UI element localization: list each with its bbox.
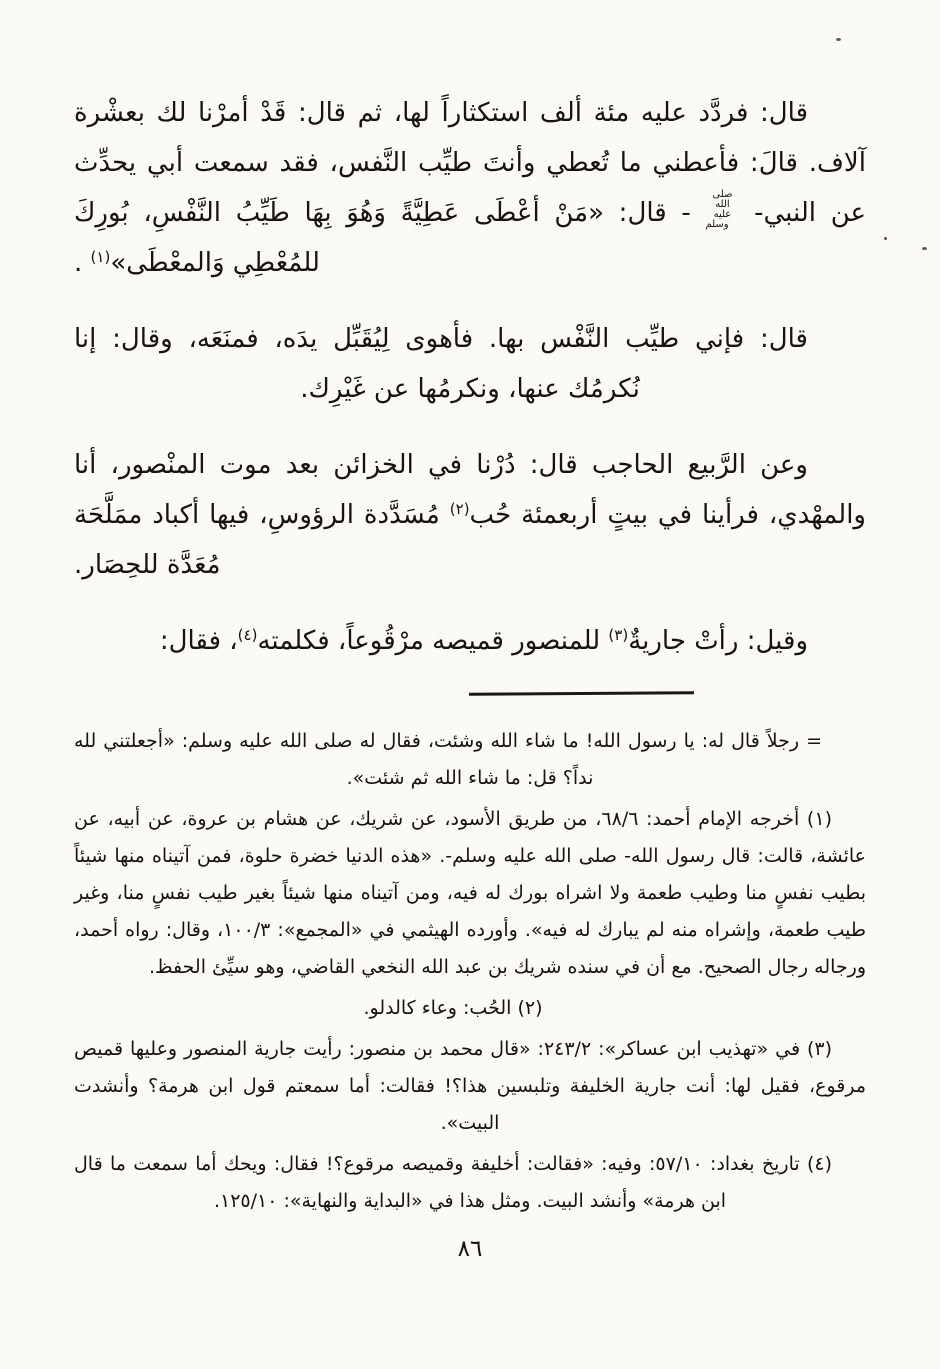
footnote-ref: (٤) bbox=[237, 626, 258, 644]
paragraph-radda-alayh bbox=[74, 88, 866, 288]
footnote-3 bbox=[74, 1031, 866, 1142]
text-run: قال: فإني طيِّب النَّفْس بها. فأهوى لِيُقَبِّل يدَه، فمنَعَه، وقال: إنا نُكرمُك عنها، ونكرمُها عن غَيْرِك. bbox=[74, 324, 808, 404]
scan-speck bbox=[836, 38, 841, 41]
text-run: - قال: «مَنْ أعْطَى عَطِيَّةً وَهُوَ بِهَا طَيِّبُ النَّفْسِ، بُورِكَ للمُعْطِي وَالمعْطَى» bbox=[74, 198, 706, 278]
paragraph-alrabi-alhajib bbox=[74, 440, 866, 590]
text-run: وقيل: رأتْ جاريةٌ bbox=[628, 626, 808, 656]
text-run: = رجلاً قال له: يا رسول الله! ما شاء الله وشئت، فقال له صلى الله عليه وسلم: «أجعلتني لله نداً؟ قل: ما شاء الله ثم شئت». bbox=[74, 730, 822, 789]
main-text-block bbox=[74, 88, 866, 666]
text-run: قال: فردَّد عليه مئة ألف استكثاراً لها، ثم قال: قَدْ أمرْنا لك بعشْرة آلاف. قالَ: فأعطني ما تُعطي وأنتَ طيِّب النَّفس، فقد سمعت أبي يحدِّث عن النبي- bbox=[74, 98, 866, 228]
text-run: (٣) في «تهذيب ابن عساكر»: ٢٤٣/٢: «قال محمد بن منصور: رأيت جارية المنصور وعليها قميص مرقوع، فقيل لها: أنت جارية الخليفة وتلبسين هذا؟! فقالت: أما سمعتم قول ابن هرمة؟ وأنشدت البيت». bbox=[74, 1038, 866, 1134]
page-number: ٨٦ bbox=[457, 1236, 483, 1262]
footnote-4 bbox=[74, 1146, 866, 1220]
footnote-1 bbox=[74, 801, 866, 986]
footnote-separator bbox=[469, 691, 694, 696]
paragraph-jariya bbox=[74, 616, 866, 666]
text-run: ، فقال: bbox=[159, 626, 238, 656]
footnote-2 bbox=[74, 990, 866, 1027]
text-run: . bbox=[74, 248, 91, 278]
scan-speck bbox=[922, 247, 927, 250]
footnote-continuation bbox=[74, 723, 866, 797]
text-run: (١) أخرجه الإمام أحمد: ٦٨/٦، من طريق الأسود، عن شريك، عن هشام بن عروة، عن أبيه، عن عائشة، قالت: قال رسول الله- صلى الله عليه وسلم-. «هذه الدنيا خضرة حلوة، فمن آتيناه منها شيئاً بطيب نفسٍ منا وطيب طعمة ولا اشراه بورك له فيه، ومن آتيناه منها شيئاً بغير طيب نفسٍ منا، وغير طيب طعمة، وإشراه منه لم يبارك له فيه». وأورده الهيثمي في «المجمع»: ١٠٠/٣، وقال: رواه أحمد، ورجاله رجال الصحيح. مع أن في سنده شريك بن عبد الله النخعي القاضي، وهو سيِّئ الحفظ. bbox=[74, 808, 866, 978]
scan-speck bbox=[884, 237, 887, 240]
footnote-ref: (٣) bbox=[608, 626, 629, 644]
text-run: (٢) الحُب: وعاء كالدلو. bbox=[363, 997, 543, 1019]
text-run: مُسَدَّدة الرؤوسِ، فيها أكباد ممَلَّحَة مُعَدَّة للحِصَار. bbox=[74, 500, 450, 580]
text-run: (٤) تاريخ بغداد: ٥٧/١٠: وفيه: «فقالت: أخليفة وقميصه مرقوع؟! فقال: ويحك أما سمعت ما قال ابن هرمة» وأنشد البيت. ومثل هذا في «البداية والنهاية»: ١٢٥/١٠. bbox=[74, 1153, 832, 1212]
footnote-ref: (١) bbox=[90, 248, 111, 266]
text-run: وعن الرَّبيع الحاجب قال: دُرْنا في الخزائن بعد موت المنْصور، أنا والمهْدي، فرأينا في بيتٍ أربعمئة حُب bbox=[74, 450, 866, 530]
footnote-ref: (٢) bbox=[449, 500, 470, 518]
paragraph-tayyib-alnafs bbox=[74, 314, 866, 414]
pbuh-ligature: صلى الله عليه وسلم bbox=[705, 189, 733, 230]
text-run: للمنصور قميصه مرْقُوعاً، فكلمته bbox=[257, 626, 609, 656]
footnotes-block bbox=[74, 723, 866, 1220]
